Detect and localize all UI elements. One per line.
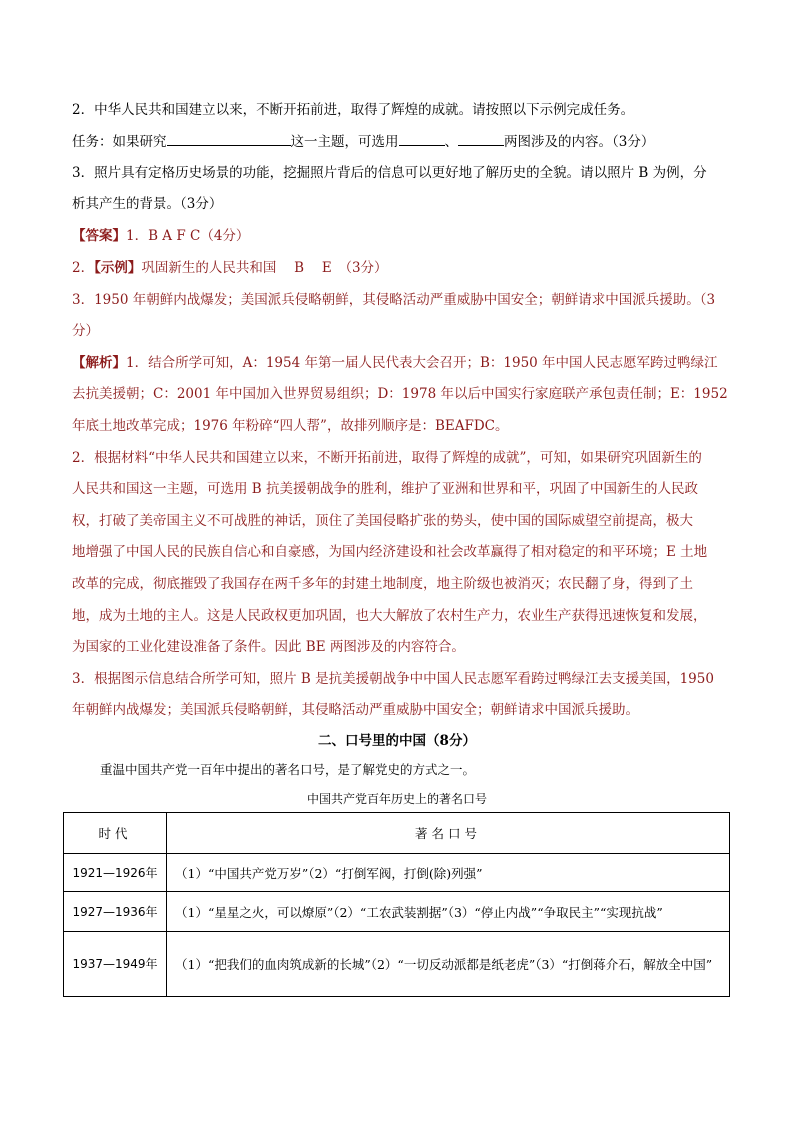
answer-line2 [72,258,732,278]
header-era: 时代 [64,813,167,854]
analysis-1-line1: 1．结合所学可知，A：1954 年第一届人民代表大会召开；B：1950 年中国人民志愿军跨过鸭绿江 [126,355,718,371]
analysis-2-line3: 权，打破了美帝国主义不可战胜的神话，顶住了美国侵略扩张的势头，使中国的国际威望空前提高，极大 [72,513,693,529]
example-tag: 【示例】 [94,260,142,276]
photo-blank-2[interactable] [458,131,504,146]
table-row [64,854,730,892]
answer-2: 巩固新生的人民共和国 B E （3分） [141,260,388,276]
analysis-3-line2: 年朝鲜内战爆发；美国派兵侵略朝鲜，其侵略活动严重威胁中国安全；朝鲜请求中国派兵援助。 [72,702,639,718]
task-mid: 这一主题，可选用 [290,134,399,150]
table-header-row [64,813,730,854]
answer-tag: 【答案】 [72,228,126,244]
analysis-3-line1: 3．根据图示信息结合所学可知，照片 B 是抗美援朝战争中中国人民志愿军看跨过鸭绿江去支援美国，1950 [72,671,714,687]
answer-3-line2: 分） [72,323,99,339]
table-row [64,892,730,932]
header-slogan: 著名口号 [167,813,730,854]
analysis-2-line6: 地，成为土地的主人。这是人民政权更加巩固，也大大解放了农村生产力，农业生产获得迅速恢复和发展， [72,608,707,624]
analysis-tag: 【解析】 [72,355,126,371]
answer-2-prefix: 2． [72,260,95,276]
question-3-line1: 3．照片具有定格历史场景的功能，挖掘照片背后的信息可以更好地了解历史的全貌。请以照片 B 为例，分 [72,165,707,181]
question-2-task [72,131,732,152]
era-cell: 1927—1936年 [64,892,167,932]
analysis-2-line5: 改革的完成，彻底摧毁了我国存在两千多年的封建土地制度，地主阶级也被消灭；农民翻了身，得到了土 [72,576,693,592]
section-2-intro: 重温中国共产党一百年中提出的著名口号，是了解党史的方式之一。 [100,762,476,777]
slogan-table [63,812,730,997]
answer-1: 1．B A F C（4分） [126,228,250,244]
analysis-2-line2: 人民共和国这一主题，可选用 B 抗美援朝战争的胜利，维护了亚洲和世界和平，巩固了中国新生的人民政 [72,481,699,497]
era-cell: 1921—1926年 [64,854,167,892]
analysis-1-line3: 年底土地改革完成；1976 年粉碎“四人帮”，故排列顺序是：BEAFDC。 [72,418,509,434]
analysis-1-line2: 去抗美援朝；C：2001 年中国加入世界贸易组织；D：1978 年以后中国实行家庭联产承包责任制；E：1952 [72,386,728,402]
task-sep: 、 [444,134,458,150]
section-2-heading: 二、口号里的中国（8分） [318,733,476,749]
task-prefix: 任务：如果研究 [72,134,167,150]
question-3-line2: 析其产生的背景。（3分） [72,196,223,212]
analysis-line1 [72,353,732,373]
slogan-cell: （1）“中国共产党万岁”（2）“打倒军阀，打倒(除)列强” [167,854,730,892]
table-title: 中国共产党百年历史上的著名口号 [306,792,487,806]
analysis-2-line1: 2．根据材料“中华人民共和国建立以来，不断开拓前进，取得了辉煌的成就”，可知，如果研究巩固新生的 [72,450,702,466]
slogan-cell: （1）“把我们的血肉筑成新的长城”（2）“一切反动派都是纸老虎”（3）“打倒蒋介石，解放全中国” [167,932,730,997]
table-row [64,932,730,997]
question-2-text: 2．中华人民共和国建立以来，不断开拓前进，取得了辉煌的成就。请按照以下示例完成任务。 [72,102,635,118]
theme-blank[interactable] [167,131,291,146]
answer-3-line1: 3．1950 年朝鲜内战爆发；美国派兵侵略朝鲜，其侵略活动严重威胁中国安全；朝鲜请求中国派兵援助。（3 [72,292,716,308]
task-suffix: 两图涉及的内容。（3分） [504,134,655,150]
slogan-cell: （1）“星星之火，可以燎原”（2）“工农武装割据”（3）“停止内战”“争取民主”“实现抗战” [167,892,730,932]
analysis-2-line7: 为国家的工业化建设准备了条件。因此 BE 两图涉及的内容符合。 [72,639,465,655]
answer-line1 [72,226,732,246]
analysis-2-line4: 地增强了中国人民的民族自信心和自豪感，为国内经济建设和社会改革赢得了相对稳定的和平环境；E 土地 [72,544,708,560]
era-cell: 1937—1949年 [64,932,167,997]
photo-blank-1[interactable] [399,131,445,146]
